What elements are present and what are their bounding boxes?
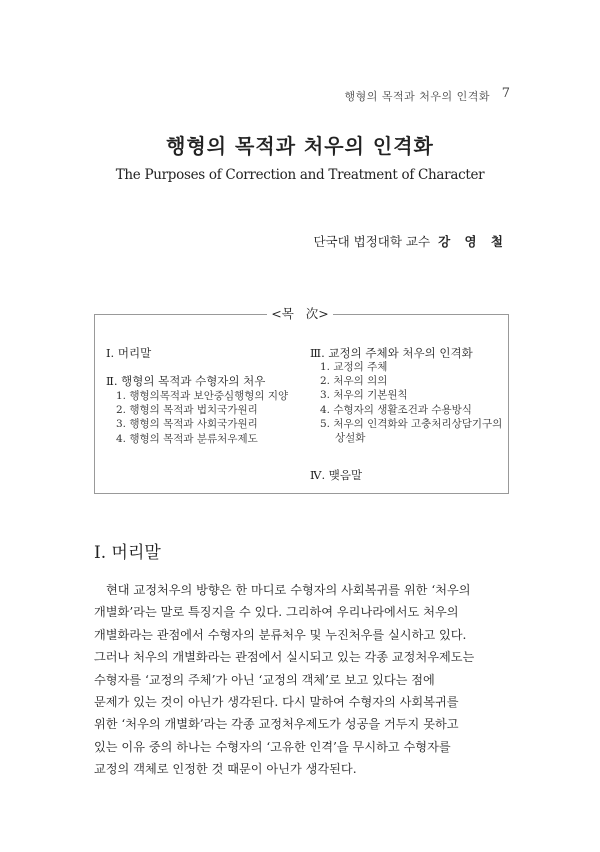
toc-item: 2. 행형의 목적과 법치국가원리 (116, 404, 258, 417)
body-paragraph (94, 579, 506, 781)
paragraph-line: 현대 교정처우의 방향은 한 마디로 수형자의 사회복귀를 위한 ‘처우의 (106, 583, 471, 597)
paper-title-korean: 행형의 목적과 처우의 인격화 (166, 134, 434, 158)
toc-section-1: Ⅰ. 머리말 (106, 346, 152, 360)
paragraph-line: 그러나 처우의 개별화라는 관점에서 실시되고 있는 각종 교정처우제도는 (94, 650, 475, 665)
toc-left-items (116, 389, 288, 446)
running-header-title: 행형의 목적과 처우의 인격화 (344, 90, 490, 103)
toc-heading (0, 304, 600, 322)
paragraph-line: 위한 ‘처우의 개별화’라는 각종 교정처우제도가 성공을 거두지 못하고 (94, 717, 459, 732)
paragraph-line: 있는 이유 중의 하나는 수형자의 ‘고유한 인격’을 무시하고 수형자를 (94, 739, 451, 754)
toc-section-3: Ⅲ. 교정의 주체와 처우의 인격화 (310, 346, 473, 360)
page-number: 7 (501, 86, 510, 101)
author-name: 강 영 철 (438, 234, 508, 249)
toc-heading-text: <목 次> (267, 306, 332, 321)
toc-item: 2. 처우의 의의 (320, 375, 388, 388)
toc-item: 3. 행형의 목적과 사회국가원리 (116, 418, 258, 431)
toc-item-continuation: 상설화 (335, 432, 366, 445)
toc-item: 1. 교정의 주체 (320, 361, 388, 373)
paragraph-line: 교정의 객체로 인정한 것 때문이 아닌가 생각된다. (94, 762, 357, 777)
toc-item: 4. 행형의 목적과 분류처우제도 (116, 432, 258, 445)
toc-item: 4. 수형자의 생활조건과 수용방식 (320, 403, 472, 416)
section-heading: I. 머리말 (94, 543, 161, 563)
toc-item: 3. 처우의 기본원칙 (320, 389, 408, 402)
author-affiliation: 단국대 법정대학 교수 (313, 234, 431, 249)
paragraph-line: 개별화라는 관점에서 수형자의 분류처우 및 누진처우를 실시하고 있다. (94, 627, 467, 642)
toc-right-items (320, 360, 502, 445)
paragraph-line: 개별화’라는 말로 특징지을 수 있다. 그리하여 우리나라에서도 처우의 (94, 605, 459, 620)
paragraph-line: 문제가 있는 것이 아닌가 생각된다. 다시 말하여 수형자의 사회복귀를 (94, 695, 459, 710)
author-line (313, 232, 508, 250)
toc-section-4: Ⅳ. 맺음말 (310, 468, 363, 482)
toc-item: 5. 처우의 인격화와 고충처리상담기구의 (320, 417, 503, 430)
paper-title-english: The Purposes of Correction and Treatment of Character (115, 167, 485, 183)
toc-item: 1. 행형의목적과 보안중심행형의 지양 (116, 390, 289, 402)
toc-section-2: Ⅱ. 행형의 목적과 수형자의 처우 (106, 374, 266, 388)
paragraph-line: 수형자를 ‘교정의 주체’가 아닌 ‘교정의 객체’로 보고 있다는 점에 (94, 672, 435, 687)
